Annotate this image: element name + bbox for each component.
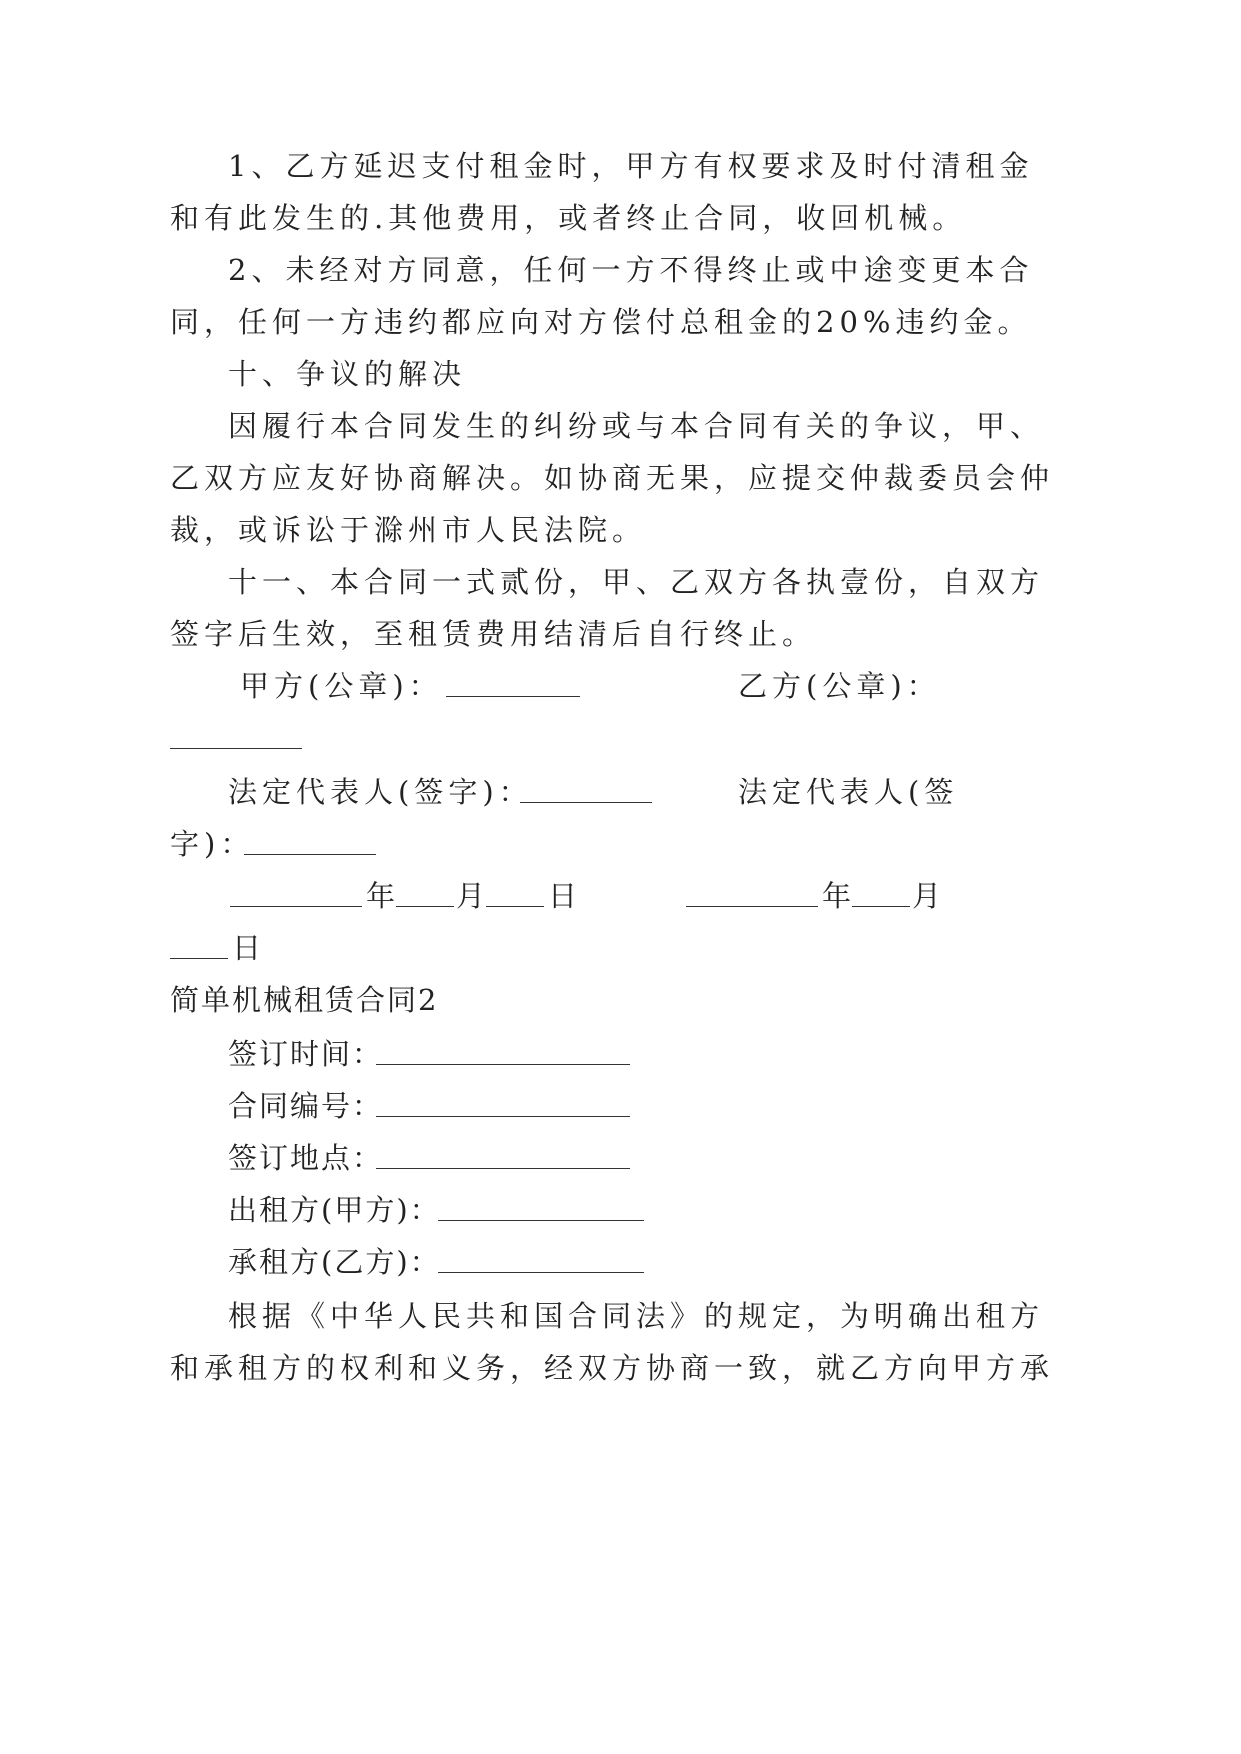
paragraph-line: 2、未经对方同意，任何一方不得终止或中途变更本合 [228, 253, 1034, 287]
paragraph-line: 同，任何一方违约都应向对方偿付总租金的20%违约金。 [170, 305, 1032, 339]
date-b-year-blank [686, 880, 818, 907]
sign-time-blank [376, 1038, 630, 1065]
paragraph-line: 因履行本合同发生的纠纷或与本合同有关的争议，甲、 [228, 409, 1045, 443]
paragraph-line: 签字后生效，至租赁费用结清后自行终止。 [170, 617, 817, 651]
sign-place-label: 签订地点： [228, 1141, 384, 1175]
date-a-year-blank [230, 880, 362, 907]
sign-time-label: 签订时间： [228, 1037, 384, 1071]
sign-place-blank [376, 1142, 630, 1169]
date-a-month-blank [396, 880, 454, 907]
date-a-month-label: 月 [456, 879, 491, 913]
contract-no-label: 合同编号： [228, 1089, 384, 1123]
party-a-seal-row [240, 666, 443, 706]
section-heading: 十、争议的解决 [228, 357, 467, 391]
party-b-seal-blank [170, 722, 302, 749]
lessor-blank [438, 1194, 644, 1221]
rep-b-blank [244, 828, 376, 855]
date-b-month-blank [852, 880, 910, 907]
date-a-day-label: 日 [548, 879, 583, 913]
rep-b-label-continued: 字)： [170, 827, 255, 861]
paragraph-line: 裁，或诉讼于滁州市人民法院。 [170, 513, 647, 547]
paragraph-line: 1、乙方延迟支付租金时，甲方有权要求及时付清租金 [228, 149, 1034, 183]
lessee-blank [438, 1246, 644, 1273]
paragraph-line: 根据《中华人民共和国合同法》的规定，为明确出租方 [228, 1299, 1045, 1333]
contract-2-title: 简单机械租赁合同2 [170, 983, 439, 1017]
lessee-label: 承租方(乙方)： [228, 1245, 441, 1279]
rep-b-label: 法定代表人(签 [738, 775, 959, 809]
party-a-seal-blank [446, 670, 580, 697]
paragraph-line: 和有此发生的.其他费用，或者终止合同，收回机械。 [170, 201, 967, 235]
date-a-year-label: 年 [366, 879, 401, 913]
paragraph-line: 乙双方应友好协商解决。如协商无果，应提交仲裁委员会仲 [170, 461, 1055, 495]
party-a-seal-label: 甲方(公章)： [240, 669, 443, 703]
date-b-day-label: 日 [232, 931, 267, 965]
lessor-label: 出租方(甲方)： [228, 1193, 441, 1227]
rep-a-blank [520, 776, 652, 803]
paragraph-line: 和承租方的权利和义务，经双方协商一致，就乙方向甲方承 [170, 1351, 1055, 1385]
contract-no-blank [376, 1090, 630, 1117]
date-b-year-label: 年 [822, 879, 857, 913]
party-b-seal-label: 乙方(公章)： [738, 669, 941, 703]
date-b-day-blank [170, 932, 228, 959]
date-b-month-label: 月 [912, 879, 947, 913]
rep-a-label: 法定代表人(签字)： [228, 775, 533, 809]
paragraph-line: 十一、本合同一式贰份，甲、乙双方各执壹份，自双方 [228, 565, 1045, 599]
date-a-day-blank [486, 880, 544, 907]
